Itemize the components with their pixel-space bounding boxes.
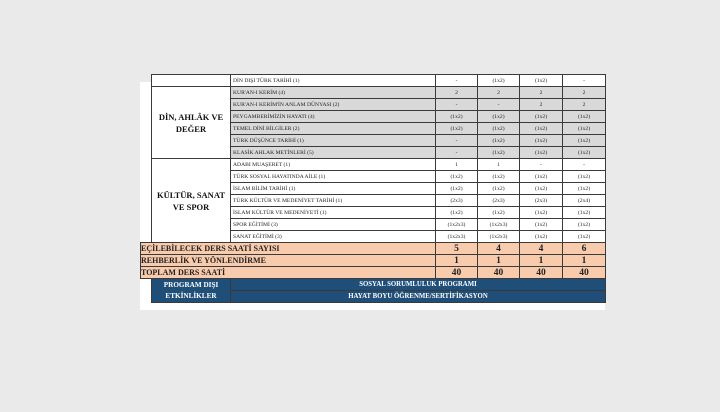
summary-value: 6 [563, 243, 606, 255]
hours-cell: (1x2) [478, 75, 520, 87]
hours-cell: (1x2) [520, 171, 563, 183]
summary-value: 40 [478, 267, 520, 279]
summary-value: 1 [436, 255, 478, 267]
hours-cell: (1x2) [478, 123, 520, 135]
course-name: DİN DIŞI TÜRK TARİHİ (1) [231, 75, 436, 87]
hours-cell: - [563, 75, 606, 87]
curriculum-table [140, 74, 606, 303]
hours-cell: (1x2) [436, 111, 478, 123]
summary-value: 1 [563, 255, 606, 267]
table-row [141, 75, 606, 87]
hours-cell: (1x2) [563, 219, 606, 231]
hours-cell: 1 [436, 159, 478, 171]
group-label: KÜLTÜR, SANAT VE SPOR [152, 159, 231, 243]
hours-cell: 2 [563, 87, 606, 99]
course-name: PEYGAMBERİMİZİN HAYATI (4) [231, 111, 436, 123]
hours-cell: (1x2) [436, 207, 478, 219]
hours-cell: (2x3) [478, 195, 520, 207]
hours-cell: (1x2) [520, 219, 563, 231]
summary-value: 40 [436, 267, 478, 279]
summary-label: REHBERLİK VE YÖNLENDİRME [141, 255, 436, 267]
hours-cell: (1x2) [520, 147, 563, 159]
course-name: KUR'AN-I KERİM (4) [231, 87, 436, 99]
hours-cell: (1x2) [563, 183, 606, 195]
hours-cell: (1x2) [520, 207, 563, 219]
hours-cell: 2 [520, 99, 563, 111]
hours-cell: (1x2) [520, 123, 563, 135]
hours-cell: (1x2) [478, 135, 520, 147]
hours-cell: (1x2) [563, 111, 606, 123]
hours-cell: 2 [563, 99, 606, 111]
summary-value: 4 [520, 243, 563, 255]
hours-cell: - [478, 99, 520, 111]
hours-cell: (2x3) [436, 195, 478, 207]
summary-value: 1 [478, 255, 520, 267]
program-item: HAYAT BOYU ÖĞRENME/SERTİFİKASYON [231, 291, 606, 303]
hours-cell: (1x2) [478, 183, 520, 195]
hours-cell: (1x2x3) [478, 219, 520, 231]
summary-label: EÇİLEBİLECEK DERS SAATİ SAYISI [141, 243, 436, 255]
hours-cell: (1x2) [520, 75, 563, 87]
program-row [141, 279, 606, 291]
hours-cell: (1x2) [478, 171, 520, 183]
hours-cell: (1x2x3) [478, 231, 520, 243]
hours-cell: 2 [436, 87, 478, 99]
course-name: TEMEL DİNİ BİLGİLER (2) [231, 123, 436, 135]
hours-cell: (2x4) [563, 195, 606, 207]
summary-row [141, 267, 606, 279]
course-name: SPOR EĞİTİMİ (3) [231, 219, 436, 231]
hours-cell: (1x2) [436, 171, 478, 183]
program-label: PROGRAM DIŞI ETKİNLİKLER [152, 279, 231, 303]
hours-cell: (1x2) [478, 111, 520, 123]
hours-cell: (1x2) [563, 207, 606, 219]
hours-cell: (1x2) [478, 207, 520, 219]
hours-cell: (1x2) [520, 111, 563, 123]
hours-cell: 1 [478, 159, 520, 171]
hours-cell: (1x2) [436, 123, 478, 135]
hours-cell: (1x2) [563, 123, 606, 135]
table-row [141, 87, 606, 99]
summary-label: TOPLAM DERS SAATİ [141, 267, 436, 279]
course-name: TÜRK KÜLTÜR VE MEDENİYET TARİHİ (1) [231, 195, 436, 207]
hours-cell: (1x2) [520, 183, 563, 195]
hours-cell: (1x2) [436, 183, 478, 195]
hours-cell: (1x2) [563, 135, 606, 147]
hours-cell: (1x2x3) [436, 219, 478, 231]
course-name: TÜRK SOSYAL HAYATINDA AİLE (1) [231, 171, 436, 183]
hours-cell: (1x2) [563, 171, 606, 183]
hours-cell: (1x2) [520, 231, 563, 243]
course-name: ADABI MUAŞERET (1) [231, 159, 436, 171]
course-name: İSLAM BİLİM TARİHİ (1) [231, 183, 436, 195]
hours-cell: - [520, 159, 563, 171]
hours-cell: - [563, 159, 606, 171]
hours-cell: (1x2) [563, 231, 606, 243]
program-item: SOSYAL SORUMLULUK PROGRAMI [231, 279, 606, 291]
summary-row [141, 255, 606, 267]
summary-value: 4 [478, 243, 520, 255]
hours-cell: (1x2) [478, 147, 520, 159]
hours-cell: (1x2) [563, 147, 606, 159]
hours-cell: 2 [478, 87, 520, 99]
hours-cell: - [436, 147, 478, 159]
hours-cell: (1x2) [520, 135, 563, 147]
summary-value: 40 [520, 267, 563, 279]
group-label: DİN, AHLÂK VE DEĞER [152, 87, 231, 159]
summary-value: 40 [563, 267, 606, 279]
hours-cell: 2 [520, 87, 563, 99]
hours-cell: - [436, 75, 478, 87]
table-row [141, 159, 606, 171]
course-name: İSLAM KÜLTÜR VE MEDENİYETİ (1) [231, 207, 436, 219]
hours-cell: - [436, 135, 478, 147]
hours-cell: (2x3) [520, 195, 563, 207]
summary-value: 1 [520, 255, 563, 267]
document-page [140, 77, 605, 310]
summary-row [141, 243, 606, 255]
hours-cell: - [436, 99, 478, 111]
hours-cell: (1x2x3) [436, 231, 478, 243]
course-name: KUR'AN-I KERİM'İN ANLAM DÜNYASI (2) [231, 99, 436, 111]
course-name: KLASİK AHLAK METİNLERİ (5) [231, 147, 436, 159]
course-name: SANAT EĞİTİMİ (3) [231, 231, 436, 243]
summary-value: 5 [436, 243, 478, 255]
course-name: TÜRK DÜŞÜNCE TARİHİ (1) [231, 135, 436, 147]
